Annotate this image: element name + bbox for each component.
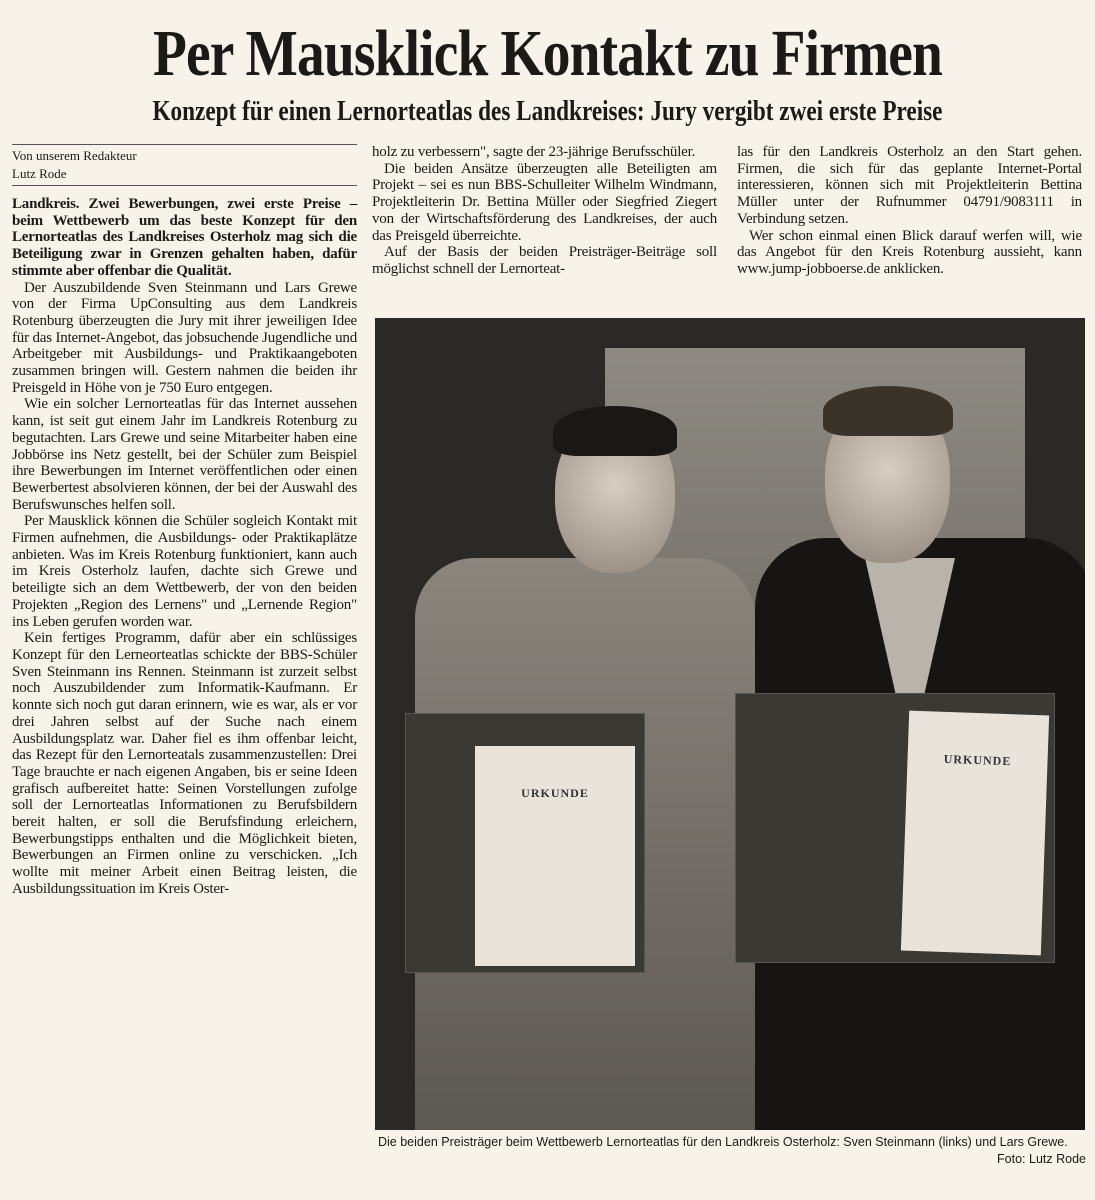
subheadline: Konzept für einen Lernorteatlas des Landkreises: Jury vergibt zwei erste Preise	[152, 95, 943, 127]
article-column-left	[12, 196, 357, 898]
byline	[12, 144, 357, 186]
paragraph: Der Auszubildende Sven Steinmann und Lars Grewe von der Firma UpConsulting aus dem Landkreis Rotenburg überzeugten die Jury mit ihrer jeweiligen Idee für das Internet-Angebot, das jobsuchende Jugendliche und Arbeitgeber mit Ausbildungs- und Praktikaangeboten zusammen bringen will. Gestern nahmen die beiden ihr Preisgeld in Höhe von je 750 Euro entgegen.	[12, 279, 357, 396]
certificate-left: URKUNDE	[475, 746, 635, 966]
photo-credit: Foto: Lutz Rode	[997, 1152, 1086, 1166]
lead-paragraph: Landkreis. Zwei Bewerbungen, zwei erste Preise – beim Wettbewerb um das beste Konzept für den Lernorteatlas des Landkreises Osterholz mag sich die Beteiligung zwar in Grenzen gehalten haben, dafür stimmte aber offenbar die Qualität.	[12, 196, 357, 279]
article-column-middle	[372, 144, 717, 278]
person-left-hair	[553, 406, 677, 456]
paragraph: Per Mausklick können die Schüler sogleich Kontakt mit Firmen aufnehmen, die Ausbildungs- oder Praktikaplätze anbieten. Was im Kreis Rotenburg funktioniert, kann auch im Kreis Osterholz laufen, dachte sich Grewe und beteiligte sich an dem Wettbewerb, der von den beiden Projekten „Region des Lernens" und „Lernende Region" ins Leben gerufen worden war.	[12, 513, 357, 630]
paragraph: Auf der Basis der beiden Preisträger-Beiträge soll möglichst schnell der Lernorteat-	[372, 244, 717, 277]
paragraph: Wie ein solcher Lernorteatlas für das Internet aussehen kann, ist seit gut einem Jahr im Landkreis Rotenburg zu begutachten. Lars Grewe und seine Mitarbeiter haben eine Jobbörse ins Netz gestellt, bei der Schüler zum Beispiel ihre Bewerbungen im Internet veröffentlichen oder einen Bewerbertest absolvieren können, der bei der Auswahl des Berufswunsches helfen soll.	[12, 396, 357, 513]
byline-line: Von unserem Redakteur	[12, 148, 137, 163]
paragraph: Kein fertiges Programm, dafür aber ein schlüssiges Konzept für den Lerneorteatlas schickte der BBS-Schüler Sven Steinmann ins Rennen. Steinmann ist zurzeit selbst noch Auszubildender zum Informatik-Kaufmann. Er konnte sich noch gut daran erinnern, wie es war, als er vor drei Jahren selbst auf der Suche nach einem Ausbildungsplatz war. Daher fiel es ihm offenbar leicht, das Rezept für den Lernorteatals zusammenzustellen: Drei Tage brauchte er nach eigenen Angaben, bis er seine Ideen grafisch aufbereitet hatte: Seinen Vorstellungen zufolge soll der Lernorteatlas Informationen zu Berufsbildern bereit halten, er soll die Berufsfindung erleichern, Bewerbungstipps enthalten und die Möglichkeit bieten, Bewerbungen an Firmen online zu verschicken. „Ich wollte mit meiner Arbeit einen Beitrag leisten, die Ausbildungssituation im Kreis Oster-	[12, 630, 357, 897]
certificate-right: URKUNDE	[901, 711, 1049, 956]
caption-text: Die beiden Preisträger beim Wettbewerb Lernorteatlas für den Landkreis Osterholz: Sven Steinmann (links) und Lars Grewe.	[378, 1135, 1068, 1149]
person-right-hair	[823, 386, 953, 436]
photo-caption	[378, 1134, 1086, 1168]
paragraph: Die beiden Ansätze überzeugten alle Beteiligten am Projekt – sei es nun BBS-Schulleiter Wilhelm Windmann, Projektleiterin Dr. Bettina Müller oder Siegfried Ziegert von der Wirtschaftsförderung des Landkreises, der auch das Preisgeld überreichte.	[372, 160, 717, 244]
article-photo	[375, 318, 1085, 1130]
byline-author: Lutz Rode	[12, 166, 67, 181]
paragraph: las für den Landkreis Osterholz an den Start gehen. Firmen, die sich für das geplante Internet-Portal interessieren, können sich mit Projektleiterin Bettina Müller unter der Rufnummer 04791/9083111 in Verbindung setzen.	[737, 144, 1082, 227]
headline: Per Mausklick Kontakt zu Firmen	[152, 17, 943, 90]
paragraph: holz zu verbessern", sagte der 23-jährige Berufsschüler.	[372, 144, 696, 160]
article-column-right	[737, 144, 1082, 278]
paragraph: Wer schon einmal einen Blick darauf werfen will, wie das Angebot für den Kreis Rotenburg aussieht, kann www.jump-jobboerse.de anklicken.	[737, 227, 1082, 277]
